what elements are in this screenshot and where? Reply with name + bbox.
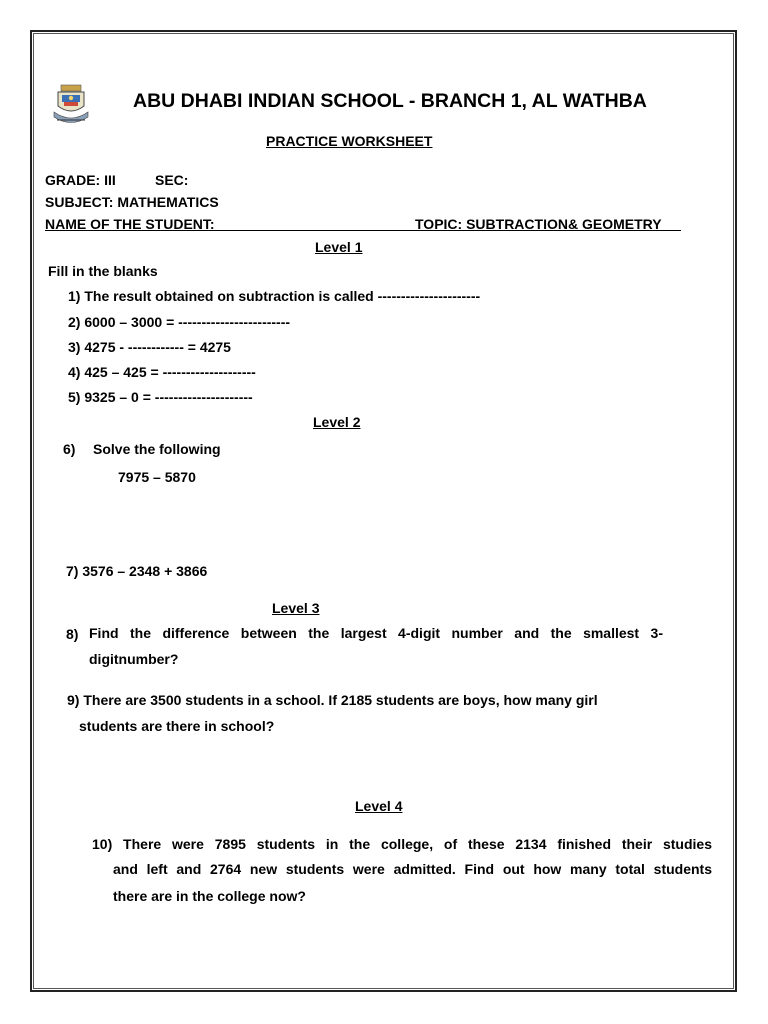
- student-name-label: NAME OF THE STUDENT:: [45, 216, 215, 232]
- subject-label: SUBJECT: MATHEMATICS: [45, 194, 219, 210]
- section-label: SEC:: [155, 172, 189, 188]
- q8-label: 8): [66, 626, 79, 642]
- worksheet-title: PRACTICE WORKSHEET: [266, 133, 433, 149]
- level1-item-5: 5) 9325 – 0 = ---------------------: [68, 389, 253, 405]
- school-name: ABU DHABI INDIAN SCHOOL - BRANCH 1, AL WATHBA: [133, 90, 647, 112]
- level3-heading: Level 3: [272, 600, 320, 616]
- q6-label: 6): [63, 441, 76, 457]
- q10-line-2: and left and 2764 new students were admitted. Find out how many total students: [113, 861, 712, 877]
- q8-line-2: digitnumber?: [89, 651, 179, 667]
- q9-line-1: 9) There are 3500 students in a school. If 2185 students are boys, how many girl: [67, 692, 598, 708]
- q9-line-2: students are there in school?: [79, 718, 275, 734]
- q7-text: 7) 3576 – 2348 + 3866: [66, 563, 208, 579]
- level4-heading: Level 4: [355, 798, 403, 814]
- grade-label: GRADE: III: [45, 172, 116, 188]
- level1-instruction: Fill in the blanks: [48, 263, 158, 279]
- level1-item-1: 1) The result obtained on subtraction is called ----------------------: [68, 288, 481, 304]
- topic-label: TOPIC: SUBTRACTION& GEOMETRY: [415, 216, 662, 232]
- level1-item-3: 3) 4275 - ------------ = 4275: [68, 339, 231, 355]
- name-underline: [45, 230, 681, 231]
- level1-heading: Level 1: [315, 239, 363, 255]
- q10-line-1: 10) There were 7895 students in the college, of these 2134 finished their studies: [92, 836, 712, 852]
- level1-item-4: 4) 425 – 425 = --------------------: [68, 364, 256, 380]
- school-logo-icon: [52, 84, 90, 126]
- q10-line-3: there are in the college now?: [113, 888, 306, 904]
- q6-expression: 7975 – 5870: [118, 469, 196, 485]
- level1-item-2: 2) 6000 – 3000 = ------------------------: [68, 314, 291, 330]
- q6-text: Solve the following: [93, 441, 221, 457]
- q8-line-1: Find the difference between the largest 4-digit number and the smallest 3-: [89, 625, 663, 641]
- level2-heading: Level 2: [313, 414, 361, 430]
